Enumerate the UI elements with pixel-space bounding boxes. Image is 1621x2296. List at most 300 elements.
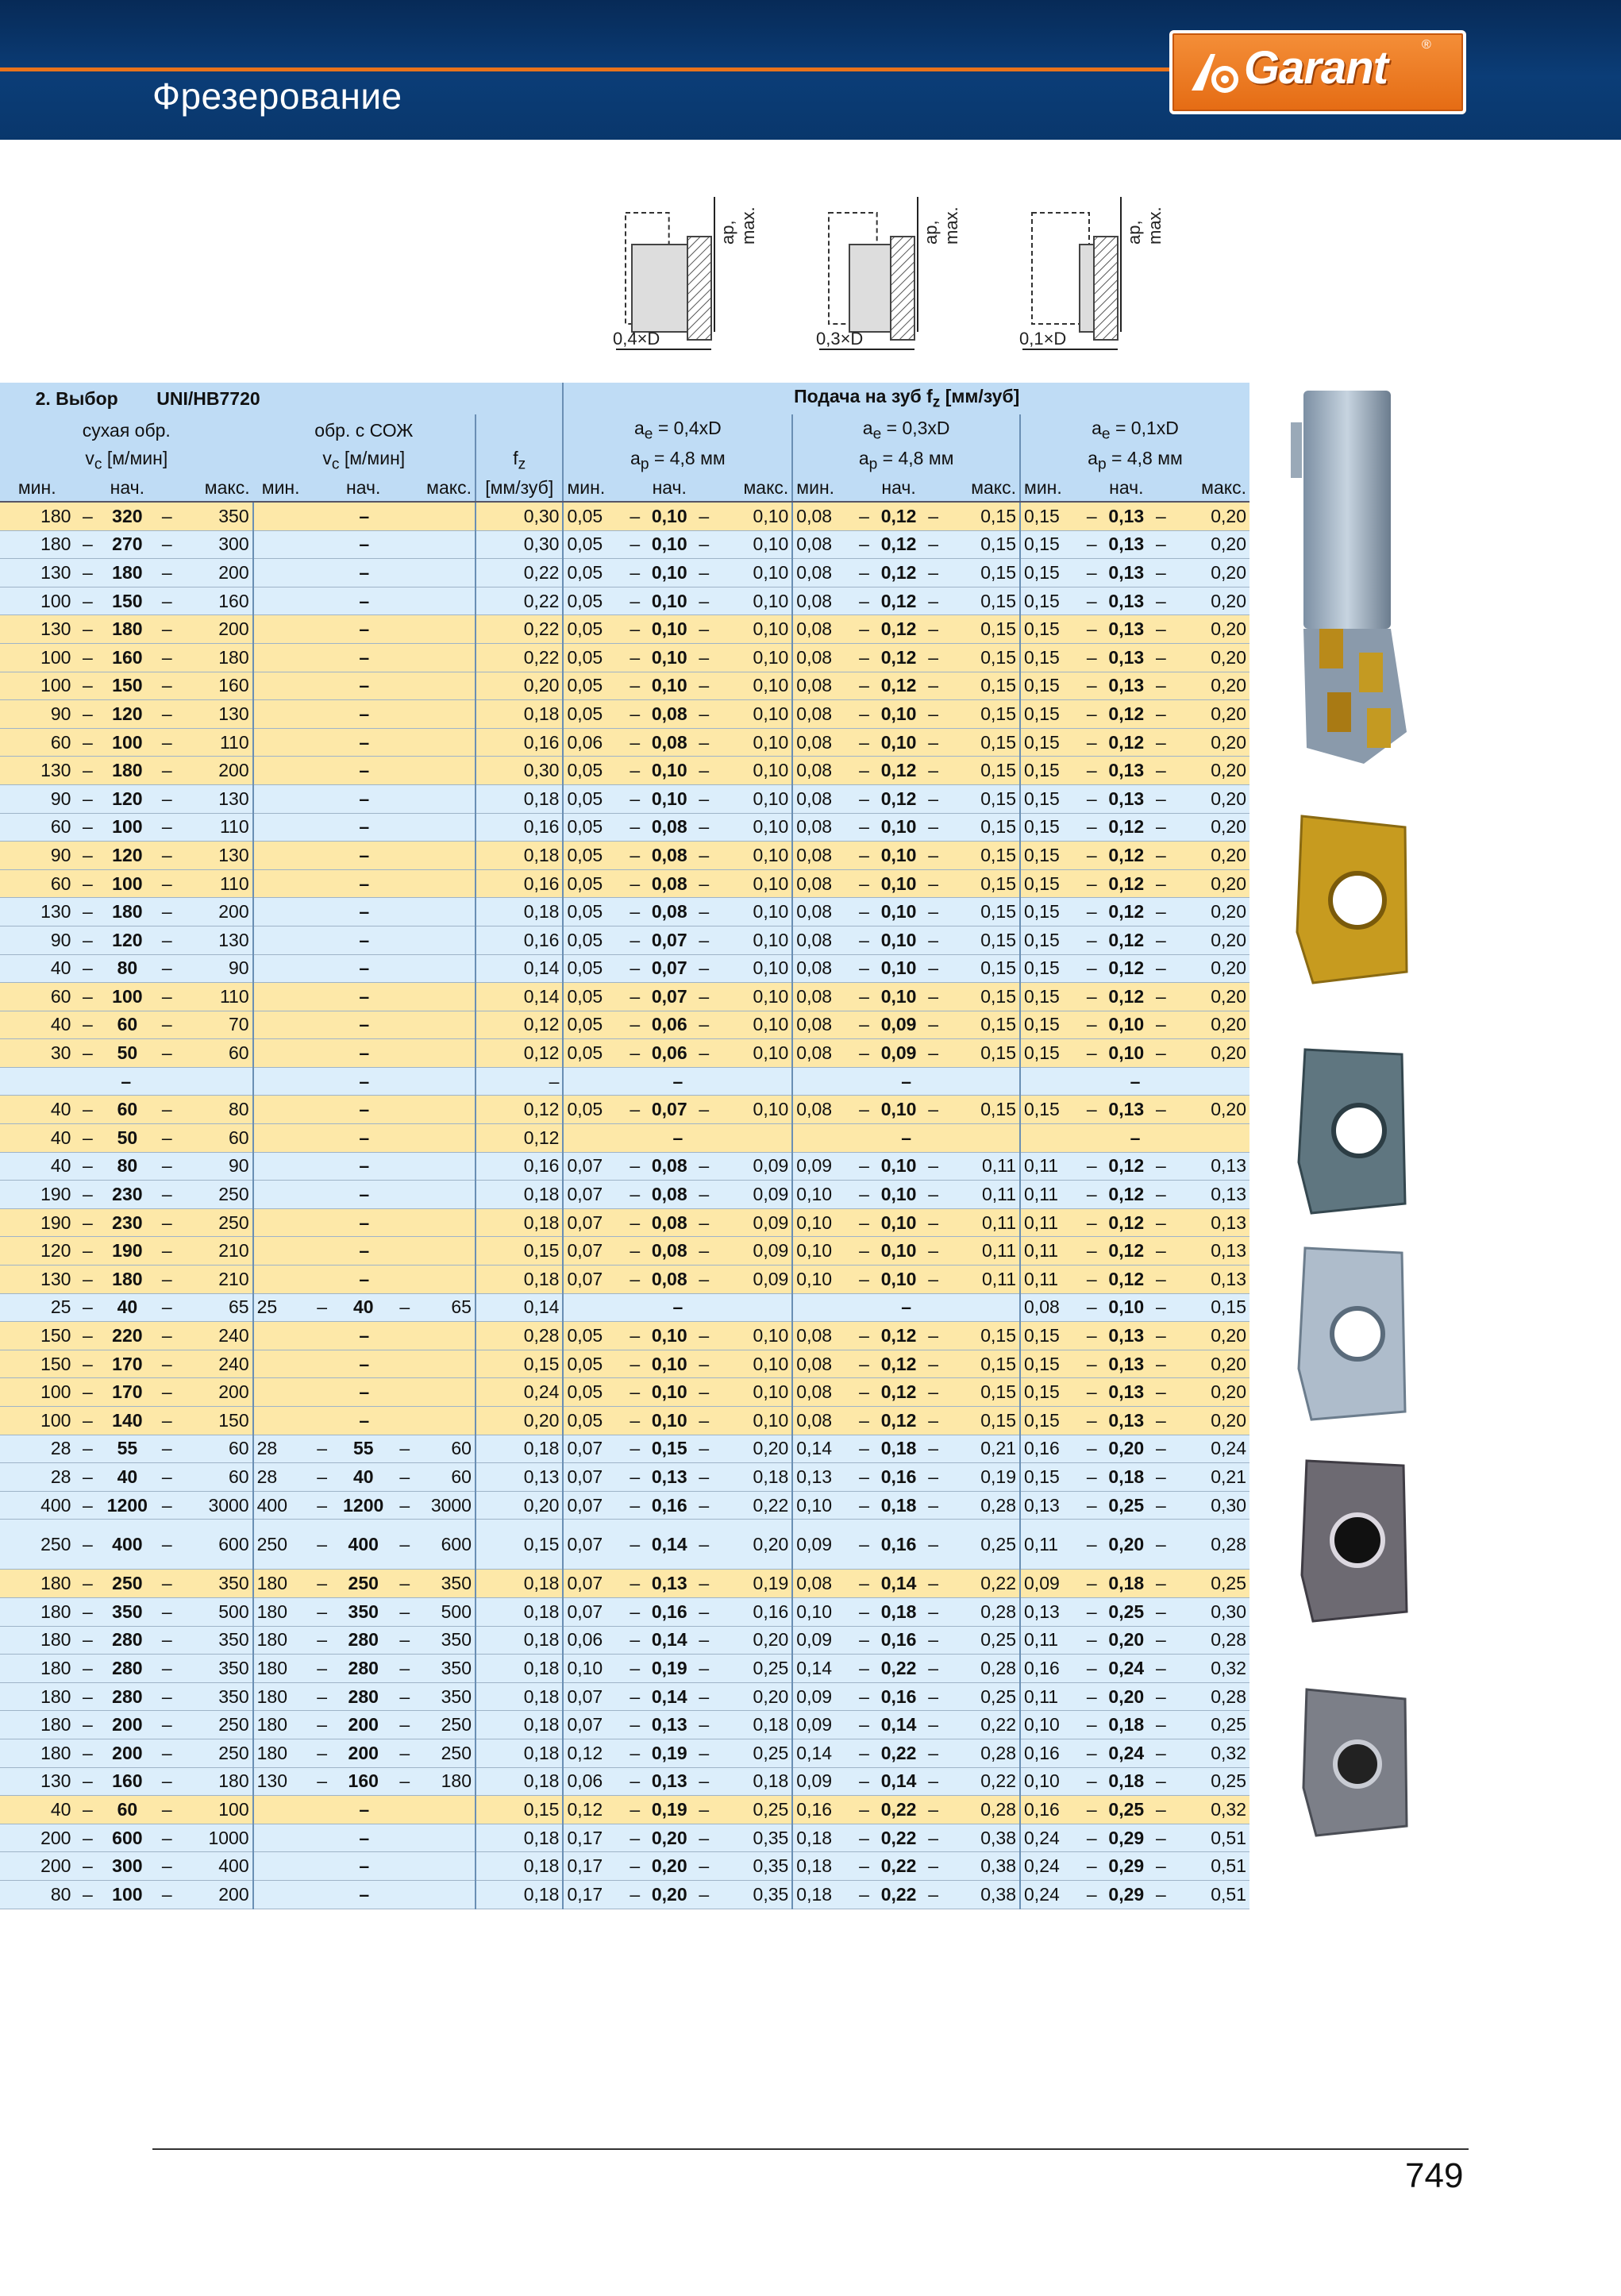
dry-min: 180 — [0, 530, 74, 559]
wet-min: 28 — [253, 1463, 309, 1492]
dry-min: 180 — [0, 1597, 74, 1626]
group3-max: 0,51 — [1172, 1880, 1249, 1909]
fz-value: 0,18 — [476, 700, 563, 729]
feed-label: Подача на зуб $f_z$ [мм/зуб] — [563, 383, 1249, 414]
group2-dash: – — [853, 1880, 876, 1909]
group3-nach: 0,18 — [1103, 1463, 1149, 1492]
group2-max: 0,11 — [944, 1208, 1020, 1237]
dry-dash: – — [153, 1293, 180, 1322]
group3-max: 0,20 — [1172, 842, 1249, 870]
group1-dash: – — [693, 672, 715, 700]
group2-max: 0,15 — [944, 1407, 1020, 1435]
header-nach: нач. — [101, 475, 153, 502]
group3-max: 0,24 — [1172, 1435, 1249, 1463]
wet-dash: – — [253, 502, 476, 530]
group1-dash: – — [624, 784, 646, 813]
group2-nach: 0,18 — [875, 1491, 922, 1520]
group3-dash: – — [1080, 1796, 1103, 1824]
group2-nach: 0,12 — [875, 530, 922, 559]
group1-min: 0,06 — [563, 728, 623, 757]
dry-max: 110 — [180, 983, 252, 1011]
dry-dash: – — [153, 1711, 180, 1739]
dry-nach: 150 — [101, 672, 153, 700]
wet-nach: 1200 — [336, 1491, 391, 1520]
group2-dash: – — [853, 926, 876, 954]
group3-max: 0,20 — [1172, 1322, 1249, 1350]
group3-min: 0,11 — [1020, 1152, 1080, 1181]
group1-max: 0,20 — [715, 1435, 793, 1463]
group1-dash: – — [624, 1739, 646, 1767]
table-row — [0, 1322, 1249, 1350]
group1-max: 0,10 — [715, 926, 793, 954]
dry-max: 3000 — [180, 1491, 252, 1520]
group2-dash: – — [853, 1570, 876, 1598]
header-nach: нач. — [1103, 475, 1149, 502]
group3-min: 0,24 — [1020, 1880, 1080, 1909]
dry-dash: – — [153, 1880, 180, 1909]
group1-max: 0,18 — [715, 1463, 793, 1492]
wet-dash: – — [253, 728, 476, 757]
group3-max: 0,20 — [1172, 983, 1249, 1011]
dry-min: 28 — [0, 1463, 74, 1492]
wet-dash: – — [309, 1767, 336, 1796]
dry-dash: – — [153, 926, 180, 954]
dry-nach: 50 — [101, 1124, 153, 1153]
group3-dash: – — [1150, 1293, 1172, 1322]
group2-max: 0,38 — [944, 1852, 1020, 1881]
group1-min: 0,07 — [563, 1682, 623, 1711]
group1-nach: 0,15 — [646, 1435, 693, 1463]
group3-max: 0,20 — [1172, 784, 1249, 813]
dry-nach: 100 — [101, 813, 153, 842]
group3-dash: – — [1150, 1570, 1172, 1598]
group3-dash: – — [1150, 1435, 1172, 1463]
dry-dash: – — [74, 559, 101, 587]
group2-dash: – — [853, 1824, 876, 1852]
dry-vc: $v_c$ [м/мин] — [0, 446, 253, 475]
group-dash: – — [563, 1293, 792, 1322]
dry-dash: – — [153, 1237, 180, 1265]
group2-nach: 0,10 — [875, 1237, 922, 1265]
group1-dash: – — [624, 1378, 646, 1407]
wet-nach: 280 — [336, 1655, 391, 1683]
dry-min: 130 — [0, 898, 74, 926]
group2-dash: – — [853, 784, 876, 813]
choice-label: 2. Выбор — [0, 383, 153, 414]
group1-min: 0,05 — [563, 757, 623, 785]
header-nach: нач. — [646, 475, 693, 502]
table-row — [0, 1796, 1249, 1824]
dry-nach: 170 — [101, 1350, 153, 1378]
dry-nach: 200 — [101, 1739, 153, 1767]
group1-dash: – — [624, 1767, 646, 1796]
group2-dash: – — [853, 559, 876, 587]
group1-nach: 0,08 — [646, 1265, 693, 1294]
group1-dash: – — [693, 1682, 715, 1711]
fz-value: 0,13 — [476, 1463, 563, 1492]
dry-max: 60 — [180, 1039, 252, 1068]
wet-min: 180 — [253, 1682, 309, 1711]
dry-dash: – — [74, 1265, 101, 1294]
group2-dash: – — [853, 1767, 876, 1796]
group1-max: 0,25 — [715, 1796, 793, 1824]
group3-dash: – — [1150, 1181, 1172, 1209]
group2-nach: 0,16 — [875, 1463, 922, 1492]
fz-value: 0,18 — [476, 1767, 563, 1796]
group3-nach: 0,20 — [1103, 1520, 1149, 1570]
group1-nach: 0,20 — [646, 1852, 693, 1881]
dry-min: 250 — [0, 1520, 74, 1570]
group3-min: 0,15 — [1020, 643, 1080, 672]
group1-dash: – — [624, 1152, 646, 1181]
group3-nach: 0,29 — [1103, 1824, 1149, 1852]
spacer — [153, 475, 180, 502]
fz-value: 0,18 — [476, 1739, 563, 1767]
group1-dash: – — [693, 700, 715, 729]
wet-max: 350 — [418, 1626, 476, 1655]
group1-min: 0,05 — [563, 1096, 623, 1124]
wet-dash: – — [309, 1655, 336, 1683]
group2-nach: 0,22 — [875, 1852, 922, 1881]
group3-nach: 0,13 — [1103, 1407, 1149, 1435]
spacer — [309, 475, 336, 502]
fz-value: 0,15 — [476, 1237, 563, 1265]
fz-value: 0,22 — [476, 559, 563, 587]
group3-dash: – — [1150, 1322, 1172, 1350]
group1-max: 0,10 — [715, 559, 793, 587]
dry-min: 100 — [0, 1378, 74, 1407]
group3-dash: – — [1150, 1350, 1172, 1378]
group3-dash: – — [1080, 1682, 1103, 1711]
group1-dash: – — [693, 784, 715, 813]
group1-nach: 0,20 — [646, 1824, 693, 1852]
dry-max: 200 — [180, 898, 252, 926]
dry-min: 190 — [0, 1208, 74, 1237]
table-row — [0, 1378, 1249, 1407]
dry-dash: – — [74, 1293, 101, 1322]
group2-dash: – — [853, 813, 876, 842]
group3-nach: 0,13 — [1103, 1096, 1149, 1124]
dry-dash: – — [153, 672, 180, 700]
spacer — [391, 475, 418, 502]
dry-max: 240 — [180, 1322, 252, 1350]
table-row — [0, 1039, 1249, 1068]
group1-max: 0,10 — [715, 728, 793, 757]
fz-value: 0,12 — [476, 1011, 563, 1039]
wet-dash: – — [253, 757, 476, 785]
group2-nach: 0,09 — [875, 1011, 922, 1039]
dry-dash: – — [74, 1711, 101, 1739]
fz-value: 0,18 — [476, 1208, 563, 1237]
diagram-ap-label: ap, max. — [718, 206, 758, 245]
wet-max: 250 — [418, 1711, 476, 1739]
group-dash: – — [1020, 1067, 1249, 1096]
group1-nach: 0,07 — [646, 1096, 693, 1124]
wet-min: 180 — [253, 1739, 309, 1767]
table-header-row-1 — [0, 383, 1249, 414]
dry-dash: – — [74, 1796, 101, 1824]
group2-min: 0,08 — [792, 983, 853, 1011]
dry-dash: – — [153, 757, 180, 785]
group1-dash: – — [624, 643, 646, 672]
group1-dash: – — [624, 869, 646, 898]
table-row — [0, 1237, 1249, 1265]
group2-dash: – — [922, 1739, 945, 1767]
group1-max: 0,09 — [715, 1237, 793, 1265]
group1-ap: $a_p = 4,8$ мм — [563, 446, 792, 475]
fz-value: 0,16 — [476, 1152, 563, 1181]
group1-dash: – — [693, 1152, 715, 1181]
group1-dash: – — [624, 728, 646, 757]
group2-min: 0,08 — [792, 926, 853, 954]
group1-min: 0,05 — [563, 502, 623, 530]
dry-nach: 120 — [101, 784, 153, 813]
dry-dash: – — [74, 587, 101, 615]
group1-max: 0,10 — [715, 757, 793, 785]
group-dash: – — [1020, 1124, 1249, 1153]
dry-dash: – — [74, 926, 101, 954]
group3-nach: 0,13 — [1103, 643, 1149, 672]
group1-min: 0,05 — [563, 672, 623, 700]
table-row — [0, 643, 1249, 672]
wet-dash: – — [253, 615, 476, 644]
group1-dash: – — [624, 1682, 646, 1711]
group3-max: 0,51 — [1172, 1824, 1249, 1852]
wet-dash: – — [253, 1124, 476, 1153]
wet-dash: – — [391, 1435, 418, 1463]
dry-dash: – — [74, 1435, 101, 1463]
group1-max: 0,10 — [715, 1096, 793, 1124]
group3-dash: – — [1080, 1852, 1103, 1881]
group2-min: 0,08 — [792, 1039, 853, 1068]
wet-max: 60 — [418, 1463, 476, 1492]
group3-nach: 0,12 — [1103, 926, 1149, 954]
header-max: макс. — [180, 475, 252, 502]
group2-dash: – — [853, 1682, 876, 1711]
dry-dash: – — [153, 1739, 180, 1767]
group3-nach: 0,29 — [1103, 1852, 1149, 1881]
dry-dash: – — [153, 1039, 180, 1068]
group1-max: 0,20 — [715, 1682, 793, 1711]
group2-dash: – — [853, 1208, 876, 1237]
group2-max: 0,15 — [944, 559, 1020, 587]
group2-nach: 0,10 — [875, 813, 922, 842]
group1-dash: – — [693, 1463, 715, 1492]
dry-label: сухая обр. — [0, 414, 253, 446]
group3-dash: – — [1080, 1265, 1103, 1294]
dry-max: 130 — [180, 700, 252, 729]
group3-min: 0,11 — [1020, 1181, 1080, 1209]
dry-max: 210 — [180, 1265, 252, 1294]
group2-dash: – — [922, 1407, 945, 1435]
dry-nach: 180 — [101, 898, 153, 926]
page-header — [0, 0, 1621, 140]
wet-nach: 200 — [336, 1711, 391, 1739]
group1-nach: 0,10 — [646, 502, 693, 530]
group3-dash: – — [1080, 1378, 1103, 1407]
group1-dash: – — [624, 1039, 646, 1068]
dry-min: 100 — [0, 587, 74, 615]
dry-min: 190 — [0, 1181, 74, 1209]
group3-dash: – — [1150, 615, 1172, 644]
group2-nach: 0,22 — [875, 1824, 922, 1852]
group2-max: 0,15 — [944, 587, 1020, 615]
diagram-ae-label: 0,3×D — [816, 329, 864, 349]
group3-dash: – — [1080, 1711, 1103, 1739]
group1-nach: 0,08 — [646, 842, 693, 870]
dry-nach: 80 — [101, 954, 153, 983]
group1-max: 0,09 — [715, 1208, 793, 1237]
fz-value: 0,14 — [476, 983, 563, 1011]
group3-nach: 0,13 — [1103, 1350, 1149, 1378]
dry-dash: – — [153, 1767, 180, 1796]
group2-nach: 0,18 — [875, 1597, 922, 1626]
wet-dash: – — [253, 813, 476, 842]
dry-dash: – — [153, 983, 180, 1011]
group2-max: 0,28 — [944, 1655, 1020, 1683]
wet-dash: – — [309, 1711, 336, 1739]
group3-dash: – — [1080, 1824, 1103, 1852]
dry-min: 150 — [0, 1350, 74, 1378]
dry-max: 90 — [180, 1152, 252, 1181]
group2-nach: 0,22 — [875, 1880, 922, 1909]
group1-max: 0,10 — [715, 898, 793, 926]
group2-dash: – — [922, 1852, 945, 1881]
group3-max: 0,25 — [1172, 1767, 1249, 1796]
group3-max: 0,13 — [1172, 1237, 1249, 1265]
group3-min: 0,13 — [1020, 1491, 1080, 1520]
dry-nach: 200 — [101, 1711, 153, 1739]
group1-nach: 0,14 — [646, 1520, 693, 1570]
group1-nach: 0,10 — [646, 1378, 693, 1407]
group2-dash: – — [922, 1796, 945, 1824]
dry-dash: – — [74, 1011, 101, 1039]
group2-nach: 0,12 — [875, 559, 922, 587]
group1-dash: – — [693, 1407, 715, 1435]
table-row — [0, 672, 1249, 700]
group1-dash: – — [624, 1407, 646, 1435]
dry-min: 180 — [0, 1739, 74, 1767]
group2-dash: – — [922, 530, 945, 559]
wet-dash: – — [253, 1880, 476, 1909]
dry-min: 60 — [0, 728, 74, 757]
wet-dash: – — [309, 1293, 336, 1322]
group2-dash: – — [922, 728, 945, 757]
dry-nach: 280 — [101, 1682, 153, 1711]
wet-max: 3000 — [418, 1491, 476, 1520]
wet-dash: – — [391, 1626, 418, 1655]
group1-nach: 0,16 — [646, 1597, 693, 1626]
dry-min: 150 — [0, 1322, 74, 1350]
group3-max: 0,20 — [1172, 813, 1249, 842]
dry-min: 60 — [0, 813, 74, 842]
group1-dash: – — [624, 615, 646, 644]
wet-dash: – — [309, 1739, 336, 1767]
dry-min: 180 — [0, 1682, 74, 1711]
group1-min: 0,05 — [563, 926, 623, 954]
group1-dash: – — [624, 1880, 646, 1909]
group2-dash: – — [853, 1796, 876, 1824]
fz-value: 0,15 — [476, 1796, 563, 1824]
dry-max: 250 — [180, 1208, 252, 1237]
fz-value: 0,16 — [476, 728, 563, 757]
group1-dash: – — [624, 898, 646, 926]
dry-nach: 280 — [101, 1626, 153, 1655]
group1-dash: – — [624, 1237, 646, 1265]
group3-dash: – — [1150, 1711, 1172, 1739]
dry-dash: – — [74, 784, 101, 813]
group3-max: 0,21 — [1172, 1463, 1249, 1492]
dry-nach: 220 — [101, 1322, 153, 1350]
dry-dash: – — [74, 1208, 101, 1237]
group3-min: 0,24 — [1020, 1824, 1080, 1852]
table-row — [0, 1655, 1249, 1683]
group3-max: 0,28 — [1172, 1682, 1249, 1711]
dry-min: 30 — [0, 1039, 74, 1068]
group1-dash: – — [693, 643, 715, 672]
header-max: макс. — [715, 475, 793, 502]
group1-max: 0,25 — [715, 1655, 793, 1683]
fz-value: 0,30 — [476, 757, 563, 785]
group2-nach: 0,10 — [875, 869, 922, 898]
group2-max: 0,15 — [944, 813, 1020, 842]
group1-dash: – — [693, 615, 715, 644]
group2-dash: – — [853, 587, 876, 615]
group2-dash: – — [922, 1463, 945, 1492]
group3-dash: – — [1080, 1152, 1103, 1181]
wet-dash: – — [253, 1824, 476, 1852]
dry-nach: 120 — [101, 926, 153, 954]
group3-min: 0,15 — [1020, 983, 1080, 1011]
dry-dash: – — [74, 1181, 101, 1209]
group1-dash: – — [693, 842, 715, 870]
page-title: Фрезерование — [152, 75, 402, 117]
dry-dash: – — [74, 502, 101, 530]
wet-dash: – — [391, 1655, 418, 1683]
group1-nach: 0,07 — [646, 954, 693, 983]
group2-dash: – — [853, 1739, 876, 1767]
group2-dash: – — [922, 700, 945, 729]
group2-max: 0,25 — [944, 1626, 1020, 1655]
table-row — [0, 1711, 1249, 1739]
group2-dash: – — [922, 1491, 945, 1520]
group2-max: 0,15 — [944, 757, 1020, 785]
group3-dash: – — [1150, 530, 1172, 559]
group2-max: 0,15 — [944, 869, 1020, 898]
dry-dash: – — [153, 1682, 180, 1711]
dry-dash: – — [153, 813, 180, 842]
wet-dash: – — [391, 1767, 418, 1796]
group2-dash: – — [922, 813, 945, 842]
group1-nach: 0,16 — [646, 1491, 693, 1520]
group2-nach: 0,12 — [875, 1350, 922, 1378]
group1-max: 0,09 — [715, 1181, 793, 1209]
group1-min: 0,07 — [563, 1237, 623, 1265]
group2-nach: 0,12 — [875, 757, 922, 785]
header-max: макс. — [944, 475, 1020, 502]
dry-dash: – — [74, 643, 101, 672]
group2-nach: 0,12 — [875, 672, 922, 700]
fz-value: 0,24 — [476, 1378, 563, 1407]
wet-max: 350 — [418, 1682, 476, 1711]
wet-dash: – — [309, 1626, 336, 1655]
wet-dash: – — [253, 643, 476, 672]
group1-min: 0,05 — [563, 559, 623, 587]
milling-cutter-image — [1288, 391, 1419, 770]
group2-nach: 0,12 — [875, 784, 922, 813]
dry-max: 180 — [180, 1767, 252, 1796]
dry-nach: 180 — [101, 615, 153, 644]
